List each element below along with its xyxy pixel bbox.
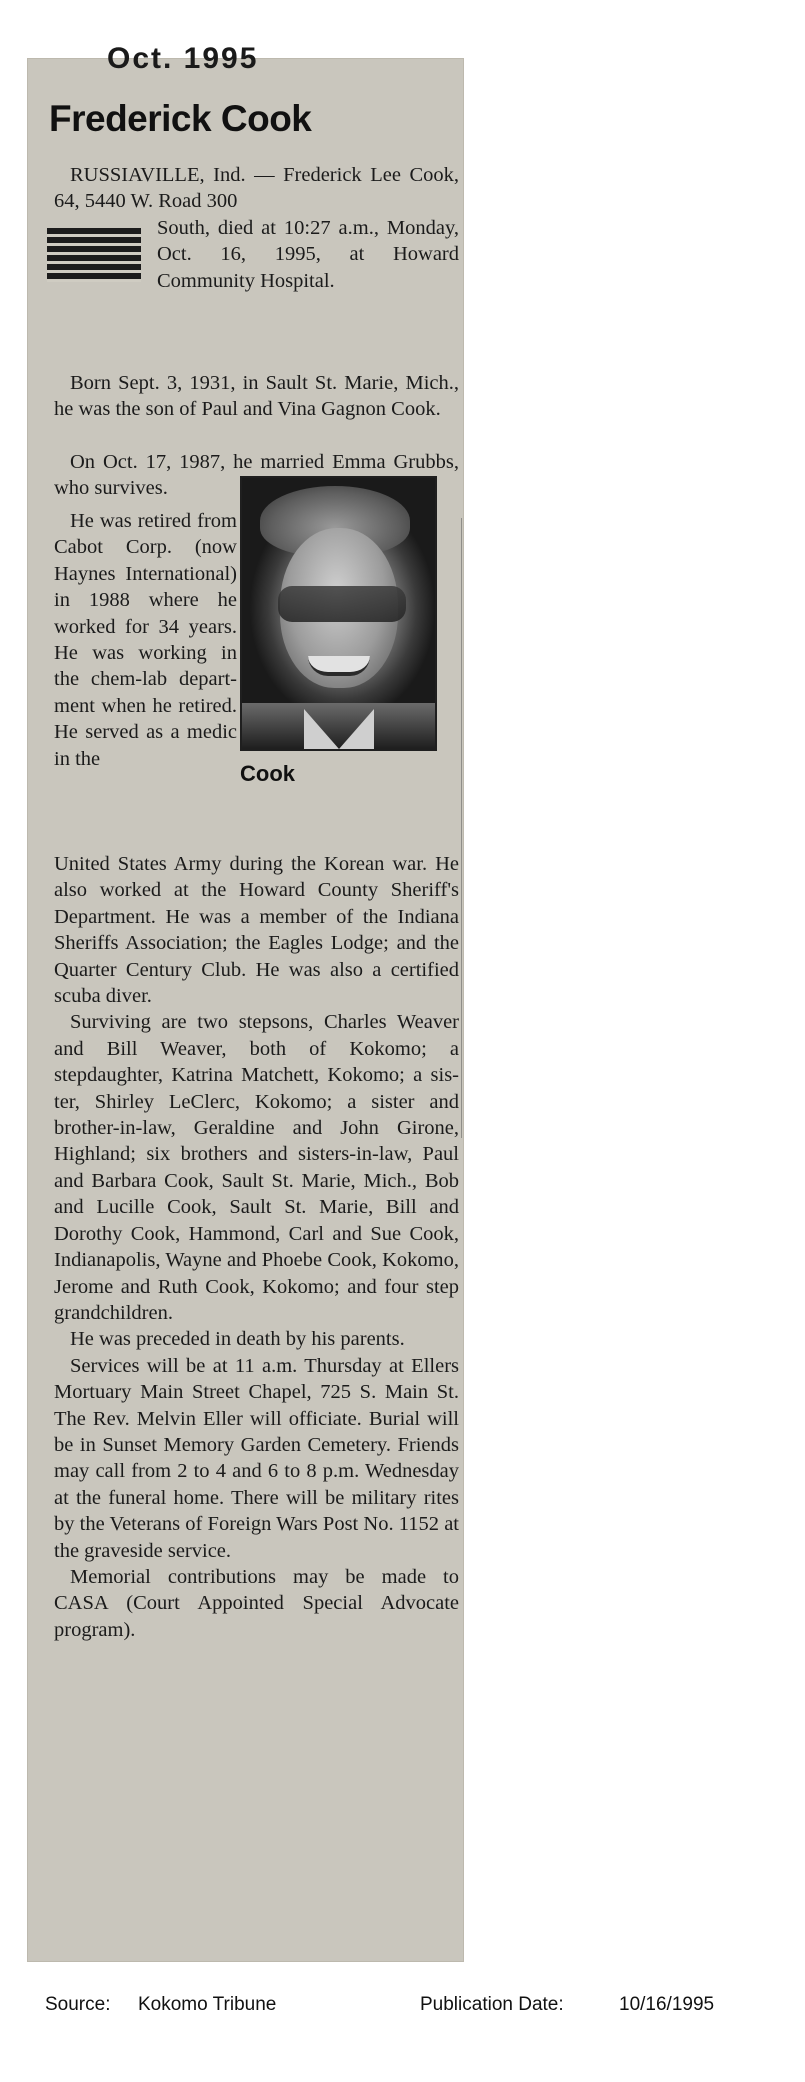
- publication-date-label: Publication Date:: [420, 1994, 564, 2015]
- american-flag-icon: [47, 228, 141, 282]
- photo-caption: Cook: [240, 761, 295, 786]
- source-label: Source:: [45, 1994, 111, 2015]
- career-paragraph-start: He was retired from Cabot Corp. (now Haynes International) in 1988 where he worked for 34 years. He was working in the chem-lab department when he retired. He served as a medic in the: [54, 510, 237, 770]
- survivors-paragraph: Surviving are two stepsons, Charles Weaver and Bill Weaver, both of Kokomo; a stepdaughter, Katrina Matchett, Kokomo; a sister, Shirley LeClerc, Kokomo; a sister and brother-in-law, Geraldine and John Girone, Highland; six brothers and sisters-in-law, Paul and Barbara Cook, Sault St. Marie, Mich., Bob and Lucille Cook, Sault St. Marie, Bill and Dorothy Cook, Hammond, Carl and Sue Cook, Indianapolis, Wayne and Phoebe Cook, Kokomo, Jerome and Ruth Cook, Kokomo; and four step grandchildren.: [54, 1011, 459, 1324]
- preceded-paragraph: He was preceded in death by his parents.: [70, 1328, 405, 1351]
- portrait-photo: [240, 476, 437, 751]
- marriage-paragraph: On Oct. 17, 1987, he married Emma Grubbs, who survives.: [54, 451, 459, 500]
- publication-date-value: 10/16/1995: [619, 1994, 715, 2015]
- dateline-continued: South, died at 10:27 a.m., Monday, Oct. 16, 1995, at Howard Community Hospital.: [157, 217, 459, 292]
- dateline-opening: RUSSIAVILLE, Ind. — Frederick Lee Cook, 64, 5440 W. Road 300: [54, 164, 459, 213]
- memorial-paragraph: Memorial contributions may be made to CASA (Court Appointed Special Advocate program).: [54, 1565, 459, 1641]
- newspaper-clipping: [27, 42, 464, 1962]
- column-edge-line: [461, 518, 462, 1138]
- source-value: Kokomo Tribune: [138, 1994, 277, 2015]
- services-paragraph: Services will be at 11 a.m. Thursday at Ellers Mortuary Main Street Chapel, 725 S. Main St. The Rev. Melvin Eller will officiate. Burial will be in Sunset Memory Garden Cemetery. Friends may call from 2 to 4 and 6 to 8 p.m. Wednesday at the funeral home. There will be military rites by the Veterans of Foreign Wars Post No. 1152 at the graveside service.: [54, 1354, 459, 1562]
- obituary-body: [54, 851, 459, 1643]
- obituary-headline: Frederick Cook: [49, 98, 312, 139]
- career-paragraph-end: United States Army during the Korean war. He also worked at the Howard County Sheriff's Department. He was a member of the Indiana Sheriffs Association; the Eagles Lodge; and the Quarter Century Club. He was also a certified scuba diver.: [54, 853, 459, 1008]
- cut-off-masthead: Oct. 1995: [107, 42, 259, 75]
- birth-paragraph: Born Sept. 3, 1931, in Sault St. Marie, Mich., he was the son of Paul and Vina Gagnon Cook.: [54, 372, 459, 421]
